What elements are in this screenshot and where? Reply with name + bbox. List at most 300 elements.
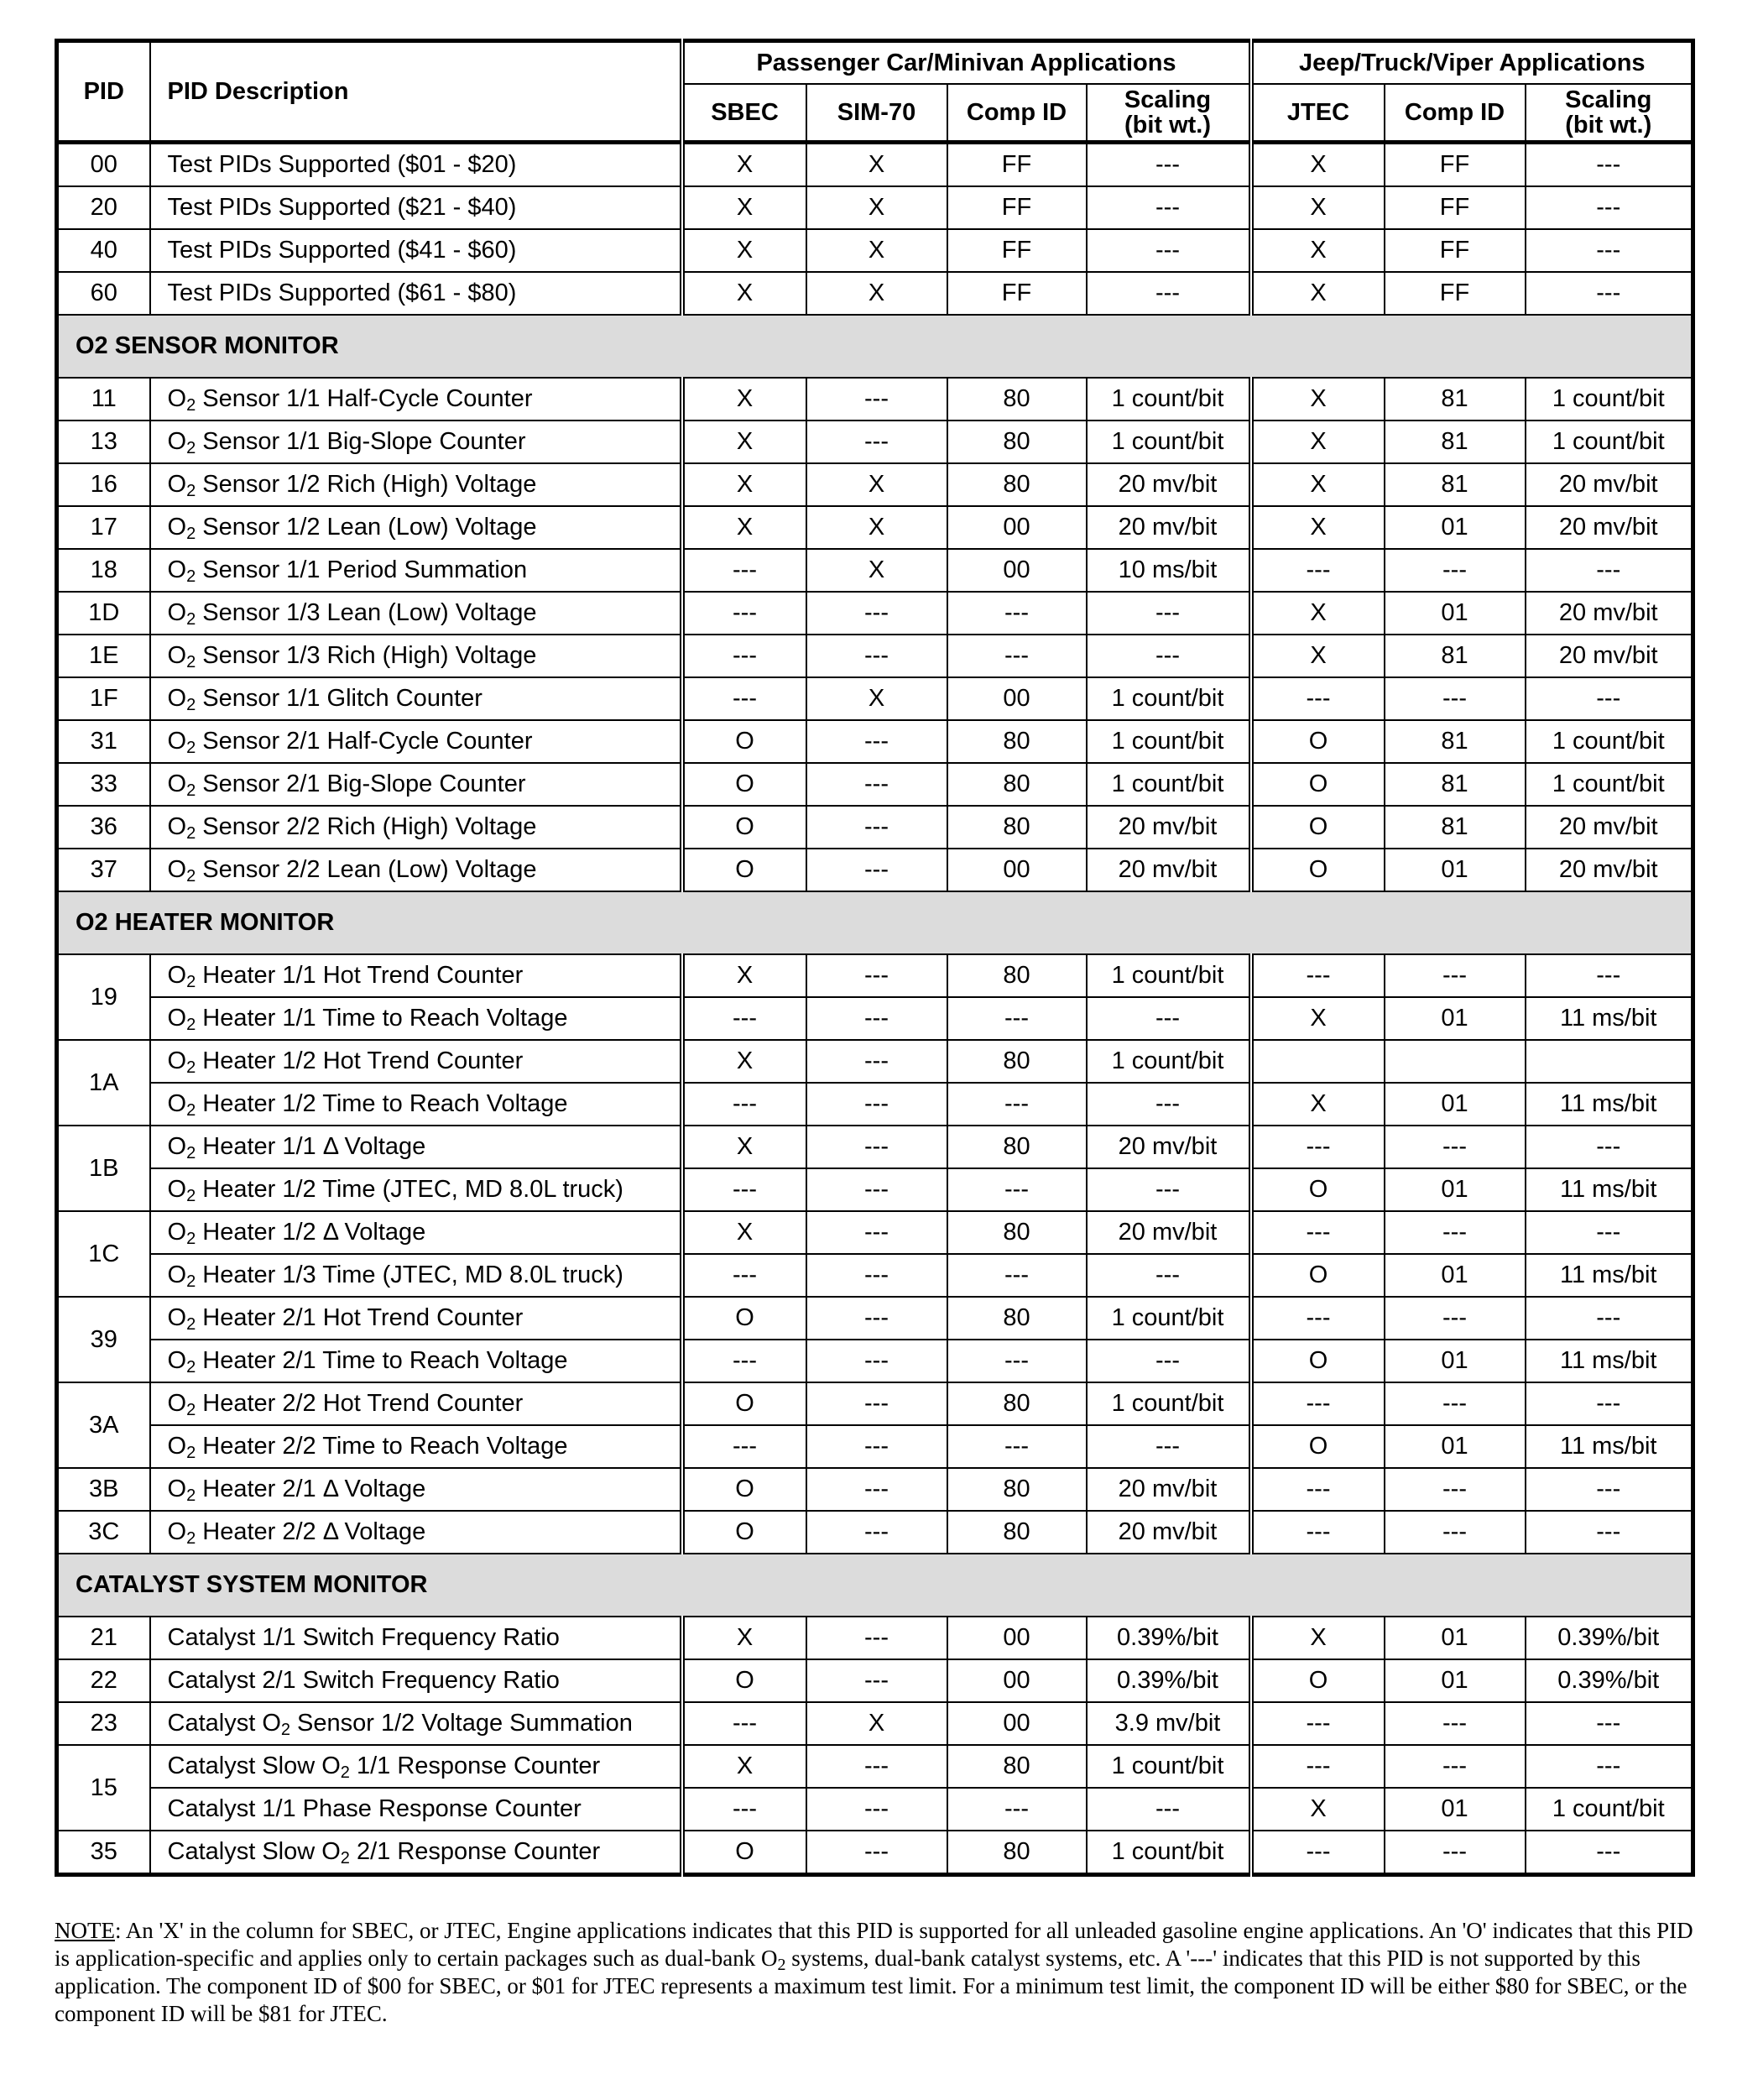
cell-scaling: 1 count/bit [1087,1040,1251,1083]
cell-comp-id-2: 81 [1385,763,1526,806]
cell-sbec: O [682,849,806,891]
table-row [57,677,1693,720]
cell-sim70: --- [806,806,947,849]
cell-jtec: --- [1251,1468,1385,1511]
cell-pid: 22 [57,1659,150,1702]
cell-scaling: 0.39%/bit [1087,1617,1251,1659]
cell-sim70: --- [806,378,947,421]
cell-description: $O_2$ Sensor 2/2 Lean (Low) Voltage [150,849,682,891]
cell-scaling-2: 1 count/bit [1526,763,1693,806]
cell-description: $O_2$ Heater 1/1 Δ Voltage [150,1126,682,1168]
cell-jtec: X [1251,592,1385,635]
cell-scaling-2: 1 count/bit [1526,378,1693,421]
cell-scaling: 20 mv/bit [1087,1126,1251,1168]
cell-scaling: 20 mv/bit [1087,463,1251,506]
cell-sbec: X [682,421,806,463]
cell-sim70: X [806,506,947,549]
cell-pid: 1D [57,592,150,635]
cell-description: $O_2$ Sensor 1/1 Glitch Counter [150,677,682,720]
cell-comp-id: 80 [947,1468,1087,1511]
cell-scaling-2: --- [1526,1511,1693,1554]
cell-jtec: O [1251,1254,1385,1297]
cell-comp-id: 00 [947,849,1087,891]
cell-comp-id: 00 [947,549,1087,592]
table-row [57,997,1693,1040]
cell-jtec: X [1251,229,1385,272]
cell-scaling: 20 mv/bit [1087,806,1251,849]
cell-comp-id-2: --- [1385,1297,1526,1340]
table-row [57,272,1693,315]
cell-comp-id: --- [947,1788,1087,1831]
cell-comp-id-2: --- [1385,1126,1526,1168]
cell-scaling-2: --- [1526,677,1693,720]
cell-scaling: --- [1087,186,1251,229]
header-pid-description: PID Description [150,41,682,143]
cell-sbec: X [682,954,806,997]
cell-description: Catalyst 2/1 Switch Frequency Ratio [150,1659,682,1702]
table-row [57,1382,1693,1425]
cell-sbec: --- [682,635,806,677]
cell-jtec: X [1251,143,1385,187]
header-scaling-line1: Scaling [1124,86,1212,113]
cell-scaling-2: 20 mv/bit [1526,506,1693,549]
table-row [57,763,1693,806]
cell-comp-id: --- [947,592,1087,635]
cell-comp-id: --- [947,997,1087,1040]
cell-jtec: O [1251,1659,1385,1702]
cell-pid: 21 [57,1617,150,1659]
cell-scaling-2: --- [1526,1702,1693,1745]
cell-comp-id: 80 [947,806,1087,849]
table-row [57,421,1693,463]
cell-sim70: --- [806,1745,947,1788]
cell-jtec [1251,1040,1385,1083]
cell-pid: 16 [57,463,150,506]
table-row [57,1168,1693,1211]
cell-scaling: 20 mv/bit [1087,1468,1251,1511]
cell-sim70: --- [806,1617,947,1659]
cell-sim70: --- [806,1254,947,1297]
cell-pid: 40 [57,229,150,272]
cell-scaling: 1 count/bit [1087,954,1251,997]
table-row [57,592,1693,635]
cell-description: $O_2$ Sensor 2/1 Big-Slope Counter [150,763,682,806]
table-row [57,229,1693,272]
cell-scaling-2: 11 ms/bit [1526,1425,1693,1468]
cell-scaling-2: 0.39%/bit [1526,1617,1693,1659]
cell-description: $O_2$ Heater 2/2 Hot Trend Counter [150,1382,682,1425]
cell-jtec: --- [1251,1831,1385,1875]
cell-sbec: X [682,463,806,506]
cell-jtec: O [1251,806,1385,849]
cell-jtec: X [1251,1083,1385,1126]
cell-comp-id-2: --- [1385,1382,1526,1425]
table-row [57,1254,1693,1297]
cell-description: $O_2$ Sensor 1/2 Rich (High) Voltage [150,463,682,506]
cell-jtec: --- [1251,1211,1385,1254]
header-scaling-line2: (bit wt.) [1124,112,1212,138]
cell-sbec: X [682,1040,806,1083]
table-row [57,1126,1693,1168]
table-body [57,143,1693,1875]
cell-scaling: --- [1087,1083,1251,1126]
cell-pid: 1F [57,677,150,720]
pid-table [55,39,1695,1877]
cell-sim70: --- [806,1382,947,1425]
cell-sbec: --- [682,1168,806,1211]
cell-sbec: --- [682,1083,806,1126]
header-comp-id-2: Comp ID [1385,84,1526,143]
cell-comp-id-2: 01 [1385,1659,1526,1702]
cell-sbec: --- [682,1340,806,1382]
cell-pid: 37 [57,849,150,891]
cell-sim70: --- [806,849,947,891]
cell-sim70: X [806,229,947,272]
cell-jtec: X [1251,272,1385,315]
cell-description: $O_2$ Heater 2/2 Time to Reach Voltage [150,1425,682,1468]
cell-sbec: --- [682,549,806,592]
cell-scaling-2: --- [1526,1745,1693,1788]
cell-comp-id-2: --- [1385,1831,1526,1875]
cell-sim70: --- [806,1168,947,1211]
cell-scaling: 20 mv/bit [1087,1211,1251,1254]
cell-sim70: --- [806,997,947,1040]
header-scaling-2-line2: (bit wt.) [1565,112,1652,138]
cell-sbec: O [682,1659,806,1702]
cell-description: $O_2$ Heater 1/2 Time to Reach Voltage [150,1083,682,1126]
cell-sbec: X [682,1126,806,1168]
table-row [57,1340,1693,1382]
cell-scaling-2: --- [1526,954,1693,997]
cell-pid: 3A [57,1382,150,1468]
cell-description: Catalyst Slow $O_2$ 2/1 Response Counter [150,1831,682,1875]
table-row [57,1083,1693,1126]
cell-description: Test PIDs Supported ($41 - $60) [150,229,682,272]
cell-scaling: 1 count/bit [1087,1831,1251,1875]
cell-sbec: --- [682,1788,806,1831]
table-row [57,1040,1693,1083]
cell-comp-id-2: 01 [1385,997,1526,1040]
header-scaling-2-line1: Scaling [1565,86,1652,113]
cell-sbec: O [682,763,806,806]
cell-sim70: --- [806,1511,947,1554]
cell-scaling: 1 count/bit [1087,378,1251,421]
table-row [57,1745,1693,1788]
cell-scaling: --- [1087,272,1251,315]
cell-sim70: X [806,463,947,506]
cell-comp-id: --- [947,1340,1087,1382]
section-title: O2 HEATER MONITOR [57,891,1693,954]
cell-sim70: --- [806,1297,947,1340]
cell-sim70: --- [806,1126,947,1168]
cell-scaling: 20 mv/bit [1087,849,1251,891]
cell-scaling: 3.9 mv/bit [1087,1702,1251,1745]
note-label: NOTE [55,1918,115,1943]
cell-comp-id-2: 01 [1385,1340,1526,1382]
cell-description: $O_2$ Heater 1/2 Time (JTEC, MD 8.0L truck) [150,1168,682,1211]
cell-scaling-2 [1526,1040,1693,1083]
cell-sim70: --- [806,1425,947,1468]
cell-pid: 1B [57,1126,150,1211]
cell-jtec: --- [1251,1126,1385,1168]
cell-sbec: O [682,720,806,763]
cell-comp-id-2: FF [1385,186,1526,229]
cell-scaling-2: 11 ms/bit [1526,1340,1693,1382]
cell-pid: 1A [57,1040,150,1126]
cell-scaling: --- [1087,143,1251,187]
cell-pid: 60 [57,272,150,315]
cell-scaling-2: --- [1526,1382,1693,1425]
table-row [57,1617,1693,1659]
cell-scaling-2: 11 ms/bit [1526,1168,1693,1211]
cell-pid: 3C [57,1511,150,1554]
cell-description: Catalyst 1/1 Switch Frequency Ratio [150,1617,682,1659]
cell-scaling-2: 20 mv/bit [1526,806,1693,849]
cell-sim70: X [806,143,947,187]
cell-scaling: 20 mv/bit [1087,506,1251,549]
cell-description: Test PIDs Supported ($01 - $20) [150,143,682,187]
table-row [57,1788,1693,1831]
cell-pid: 23 [57,1702,150,1745]
cell-scaling-2: --- [1526,1831,1693,1875]
cell-comp-id: 80 [947,1745,1087,1788]
cell-sim70: --- [806,1211,947,1254]
cell-sbec: X [682,143,806,187]
cell-sbec: X [682,1617,806,1659]
cell-comp-id-2: 81 [1385,378,1526,421]
table-row [57,1831,1693,1875]
footnote [55,1917,1699,2028]
cell-sim70: --- [806,421,947,463]
cell-comp-id-2: 81 [1385,806,1526,849]
cell-scaling: 1 count/bit [1087,1745,1251,1788]
cell-comp-id: 80 [947,421,1087,463]
cell-comp-id-2: --- [1385,954,1526,997]
cell-description: $O_2$ Sensor 1/2 Lean (Low) Voltage [150,506,682,549]
cell-comp-id-2: 01 [1385,1425,1526,1468]
cell-description: Catalyst $O_2$ Sensor 1/2 Voltage Summation [150,1702,682,1745]
cell-comp-id: FF [947,186,1087,229]
cell-scaling-2: --- [1526,143,1693,187]
cell-comp-id: 80 [947,954,1087,997]
cell-sim70: --- [806,1659,947,1702]
cell-scaling: --- [1087,1254,1251,1297]
table-row [57,463,1693,506]
cell-comp-id: FF [947,143,1087,187]
cell-sbec: X [682,1211,806,1254]
cell-sim70: --- [806,635,947,677]
cell-sim70: --- [806,720,947,763]
cell-scaling: --- [1087,635,1251,677]
cell-description: $O_2$ Heater 2/2 Δ Voltage [150,1511,682,1554]
cell-jtec: --- [1251,677,1385,720]
cell-comp-id: 80 [947,1211,1087,1254]
cell-jtec: O [1251,720,1385,763]
cell-comp-id: 00 [947,1617,1087,1659]
cell-pid: 13 [57,421,150,463]
header-row-groups [57,41,1693,85]
table-row [57,1511,1693,1554]
table-row [57,378,1693,421]
cell-sim70: X [806,1702,947,1745]
cell-pid: 31 [57,720,150,763]
cell-comp-id-2: --- [1385,677,1526,720]
section-header [57,891,1693,954]
cell-sim70: X [806,677,947,720]
cell-description: $O_2$ Heater 2/1 Hot Trend Counter [150,1297,682,1340]
cell-scaling: --- [1087,1425,1251,1468]
cell-sbec: O [682,1382,806,1425]
cell-comp-id: 80 [947,1382,1087,1425]
cell-scaling: 1 count/bit [1087,1297,1251,1340]
cell-jtec: X [1251,1788,1385,1831]
cell-sim70: --- [806,592,947,635]
cell-comp-id-2: 01 [1385,849,1526,891]
cell-scaling-2: --- [1526,1126,1693,1168]
section-title: O2 SENSOR MONITOR [57,315,1693,378]
cell-comp-id-2: FF [1385,229,1526,272]
cell-comp-id: 00 [947,1702,1087,1745]
cell-description: Catalyst 1/1 Phase Response Counter [150,1788,682,1831]
cell-sbec: X [682,272,806,315]
cell-description: $O_2$ Heater 2/1 Δ Voltage [150,1468,682,1511]
table-row [57,1468,1693,1511]
cell-scaling: 1 count/bit [1087,421,1251,463]
table-row [57,1702,1693,1745]
cell-scaling-2: --- [1526,186,1693,229]
cell-pid: 11 [57,378,150,421]
cell-scaling-2: 1 count/bit [1526,421,1693,463]
cell-scaling-2: --- [1526,1468,1693,1511]
cell-scaling-2: --- [1526,549,1693,592]
cell-comp-id: 80 [947,378,1087,421]
cell-jtec: --- [1251,1702,1385,1745]
cell-description: $O_2$ Heater 1/2 Δ Voltage [150,1211,682,1254]
cell-pid: 15 [57,1745,150,1831]
table-row [57,1425,1693,1468]
cell-comp-id: 80 [947,1831,1087,1875]
table-row [57,1659,1693,1702]
cell-comp-id: 80 [947,720,1087,763]
cell-scaling: 1 count/bit [1087,1382,1251,1425]
cell-sim70: --- [806,1468,947,1511]
cell-comp-id-2: 01 [1385,1788,1526,1831]
cell-pid: 33 [57,763,150,806]
cell-comp-id-2: 01 [1385,1254,1526,1297]
cell-pid: 35 [57,1831,150,1875]
header-group-passenger: Passenger Car/Minivan Applications [682,41,1251,85]
cell-scaling-2: 20 mv/bit [1526,849,1693,891]
cell-scaling: --- [1087,592,1251,635]
cell-sbec: O [682,1297,806,1340]
cell-comp-id-2: --- [1385,549,1526,592]
cell-sbec: O [682,1831,806,1875]
cell-description: $O_2$ Sensor 2/1 Half-Cycle Counter [150,720,682,763]
cell-description: $O_2$ Heater 1/1 Time to Reach Voltage [150,997,682,1040]
cell-pid: 17 [57,506,150,549]
cell-scaling-2: 20 mv/bit [1526,592,1693,635]
cell-scaling: --- [1087,1788,1251,1831]
cell-sim70: X [806,549,947,592]
cell-comp-id: 80 [947,1126,1087,1168]
table-row [57,186,1693,229]
cell-scaling-2: --- [1526,1297,1693,1340]
table-row [57,635,1693,677]
cell-scaling: --- [1087,1340,1251,1382]
cell-scaling-2: 1 count/bit [1526,1788,1693,1831]
section-title: CATALYST SYSTEM MONITOR [57,1554,1693,1617]
table-row [57,506,1693,549]
cell-scaling-2: 20 mv/bit [1526,463,1693,506]
cell-comp-id: 00 [947,677,1087,720]
table-row [57,806,1693,849]
cell-comp-id-2: --- [1385,1511,1526,1554]
cell-scaling-2: 11 ms/bit [1526,997,1693,1040]
cell-sbec: --- [682,1702,806,1745]
cell-comp-id: 00 [947,1659,1087,1702]
table-row [57,1297,1693,1340]
cell-scaling-2: 0.39%/bit [1526,1659,1693,1702]
cell-sim70: --- [806,1040,947,1083]
cell-pid: 36 [57,806,150,849]
cell-jtec: O [1251,763,1385,806]
cell-comp-id-2: FF [1385,272,1526,315]
cell-scaling-2: --- [1526,229,1693,272]
header-sim70: SIM-70 [806,84,947,143]
cell-description: $O_2$ Heater 1/2 Hot Trend Counter [150,1040,682,1083]
cell-comp-id-2 [1385,1040,1526,1083]
cell-description: $O_2$ Heater 1/3 Time (JTEC, MD 8.0L truck) [150,1254,682,1297]
table-row [57,143,1693,187]
cell-comp-id: 80 [947,1297,1087,1340]
cell-jtec: --- [1251,1297,1385,1340]
header-sbec: SBEC [682,84,806,143]
cell-sim70: --- [806,763,947,806]
cell-scaling: --- [1087,229,1251,272]
cell-scaling: 1 count/bit [1087,720,1251,763]
cell-scaling: 0.39%/bit [1087,1659,1251,1702]
cell-comp-id: --- [947,635,1087,677]
note-text: : An 'X' in the column for SBEC, or JTEC, Engine applications indicates that this PID is supported for all unleaded gasoline engine applications. An 'O' indicates that this PID is application-specific and applies only to certain packages such as dual-bank $O_2$ systems, dual-bank catalyst systems, etc. A '---' indicates that this PID is not supported by this application. The component ID of $00 for SBEC, or $01 for JTEC represents a maximum test limit. For a minimum test limit, the component ID will be either $80 for SBEC, or the component ID will be $81 for JTEC. [55,1918,1693,2026]
cell-sim70: --- [806,1083,947,1126]
table-row [57,720,1693,763]
cell-scaling-2: 11 ms/bit [1526,1254,1693,1297]
cell-pid: 1C [57,1211,150,1297]
header-comp-id: Comp ID [947,84,1087,143]
cell-scaling: --- [1087,997,1251,1040]
header-pid: PID [57,41,150,143]
cell-comp-id-2: 81 [1385,463,1526,506]
cell-comp-id: 80 [947,463,1087,506]
cell-description: $O_2$ Sensor 1/1 Half-Cycle Counter [150,378,682,421]
cell-sim70: --- [806,1831,947,1875]
cell-jtec: O [1251,1340,1385,1382]
table-row [57,549,1693,592]
cell-description: Test PIDs Supported ($61 - $80) [150,272,682,315]
cell-jtec: X [1251,421,1385,463]
cell-jtec: --- [1251,1745,1385,1788]
cell-comp-id: --- [947,1254,1087,1297]
cell-description: Catalyst Slow $O_2$ 1/1 Response Counter [150,1745,682,1788]
cell-comp-id-2: 81 [1385,421,1526,463]
cell-sbec: X [682,186,806,229]
cell-sbec: --- [682,1425,806,1468]
cell-jtec: X [1251,997,1385,1040]
cell-comp-id: 00 [947,506,1087,549]
cell-pid: 19 [57,954,150,1040]
cell-description: $O_2$ Sensor 1/3 Lean (Low) Voltage [150,592,682,635]
cell-comp-id-2: 01 [1385,1168,1526,1211]
